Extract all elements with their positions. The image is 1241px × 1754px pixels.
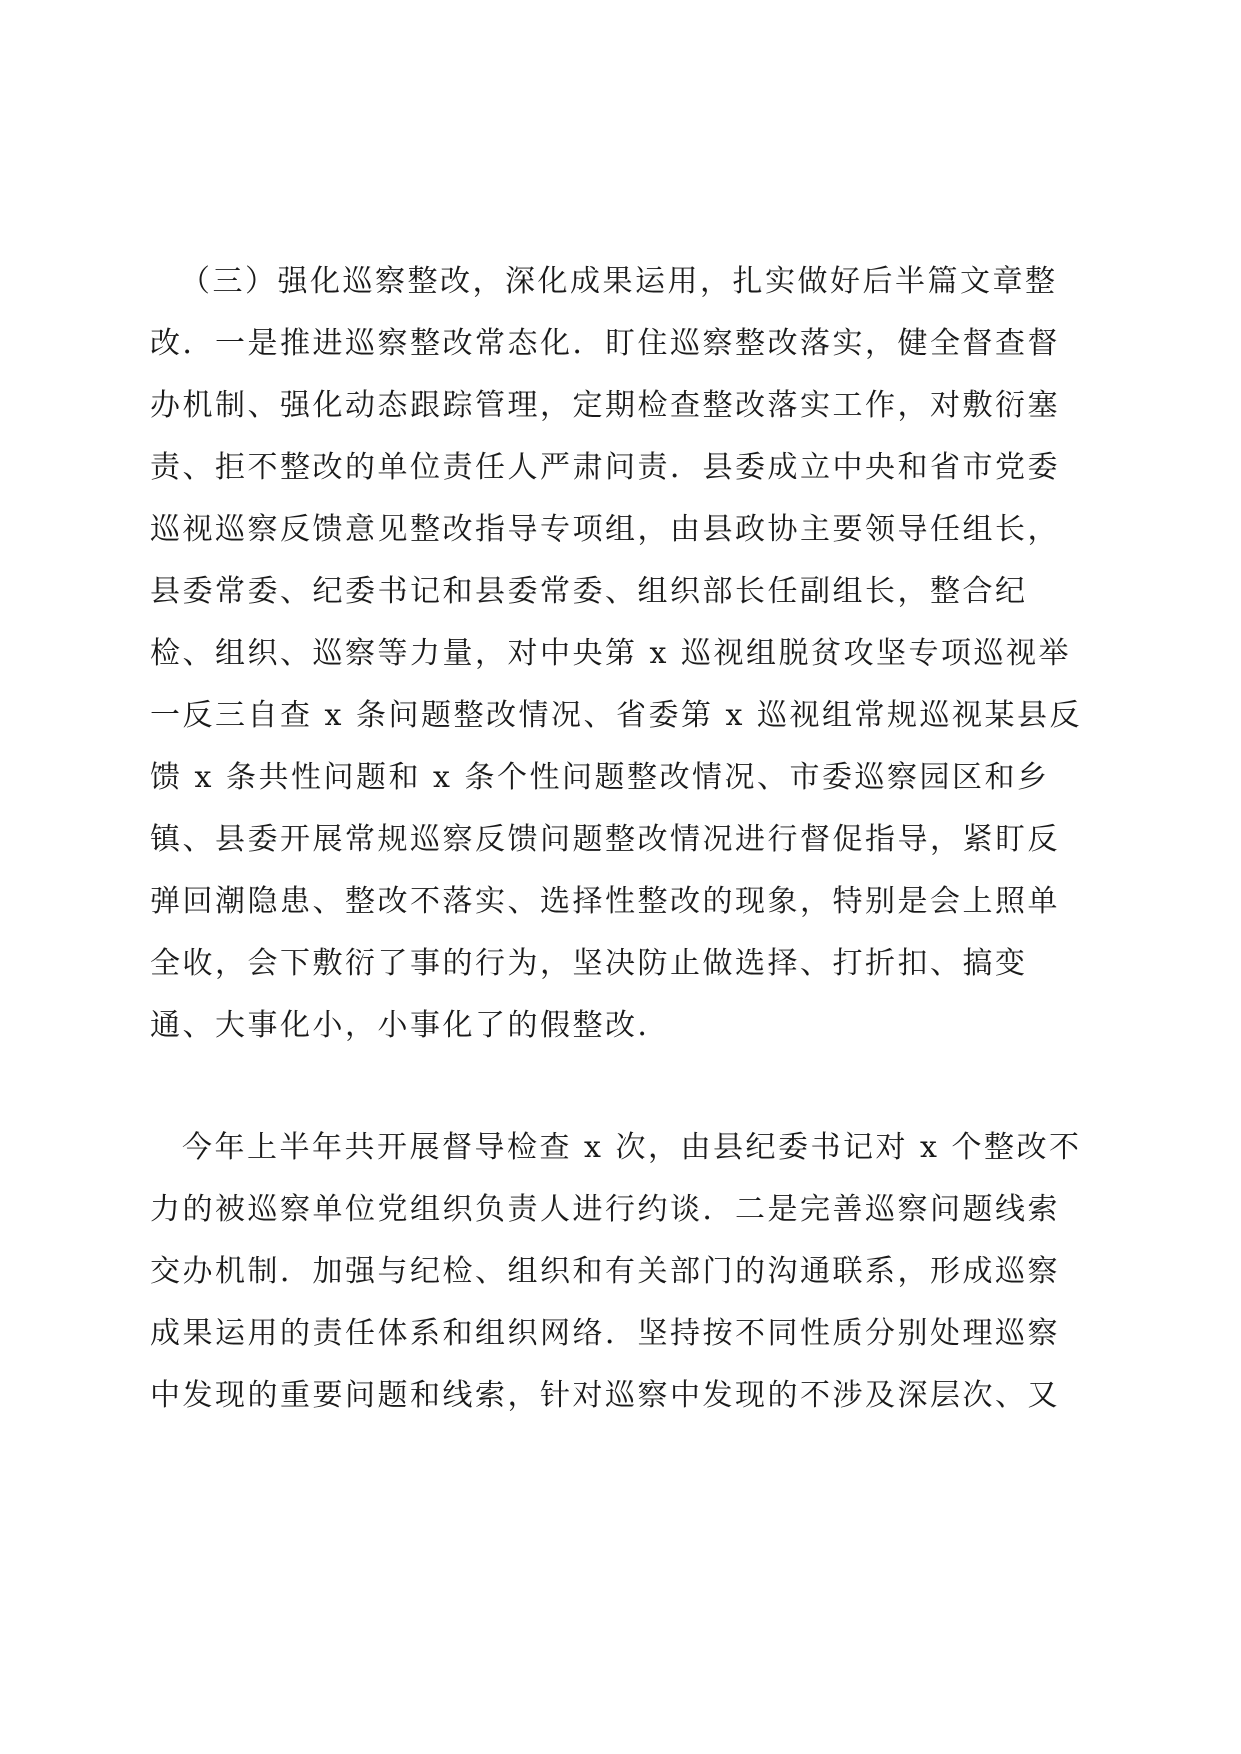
text-line: 中发现的重要问题和线索，针对巡察中发现的不涉及深层次、又 [150, 1378, 1060, 1413]
text-line: 成果运用的责任体系和组织网络．坚持按不同性质分别处理巡察 [150, 1316, 1060, 1351]
text-line: 检、组织、巡察等力量，对中央第 x 巡视组脱贫攻坚专项巡视举 [150, 636, 1071, 671]
text-line: 交办机制．加强与纪检、组织和有关部门的沟通联系，形成巡察 [150, 1254, 1060, 1289]
text-line: 通、大事化小，小事化了的假整改． [150, 1008, 670, 1043]
text-line: 巡视巡察反馈意见整改指导专项组，由县政协主要领导任组长， [150, 512, 1060, 547]
text-line: 一反三自查 x 条问题整改情况、省委第 x 巡视组常规巡视某县反 [150, 698, 1082, 733]
text-line: 镇、县委开展常规巡察反馈问题整改情况进行督促指导，紧盯反 [150, 822, 1060, 857]
text-line: 县委常委、纪委书记和县委常委、组织部长任副组长，整合纪 [150, 574, 1028, 609]
text-line: 办机制、强化动态跟踪管理，定期检查整改落实工作，对敷衍塞 [150, 388, 1060, 423]
text-line: 今年上半年共开展督导检查 x 次，由县纪委书记对 x 个整改不 [182, 1130, 1082, 1165]
text-line: 责、拒不整改的单位责任人严肃问责．县委成立中央和省市党委 [150, 450, 1060, 485]
text-line: 馈 x 条共性问题和 x 条个性问题整改情况、市委巡察园区和乡 [150, 760, 1050, 795]
text-line: 全收，会下敷衍了事的行为，坚决防止做选择、打折扣、搞变 [150, 946, 1028, 981]
text-line: （三）强化巡察整改，深化成果运用，扎实做好后半篇文章整 [180, 264, 1058, 299]
text-line: 力的被巡察单位党组织负责人进行约谈．二是完善巡察问题线索 [150, 1192, 1060, 1227]
text-line: 弹回潮隐患、整改不落实、选择性整改的现象，特别是会上照单 [150, 884, 1060, 919]
text-line: 改．一是推进巡察整改常态化．盯住巡察整改落实，健全督查督 [150, 326, 1060, 361]
